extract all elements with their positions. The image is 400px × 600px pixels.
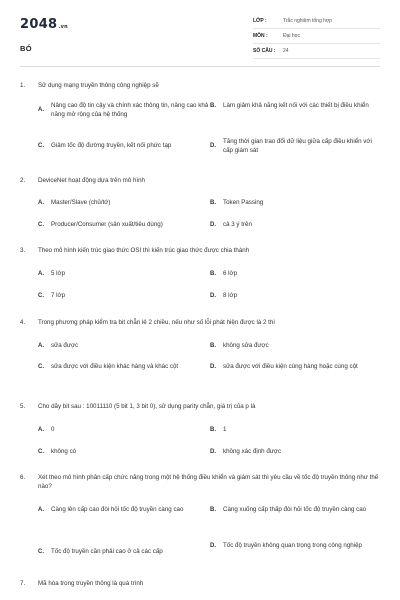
question-number: 1. (20, 82, 26, 89)
question-3 (20, 247, 380, 256)
option-1c[interactable] (38, 142, 213, 151)
option-text: Tăng thời gian trao đổi dữ liệu giữa cấp điều khiển với cấp giám sát (223, 138, 372, 154)
option-text: Tốc độ truyền cần phải cao ở cả các cấp (51, 548, 163, 555)
question-number: 5. (20, 403, 26, 410)
meta-key: MÔN : (253, 33, 268, 39)
question-body: Trong phương pháp kiểm tra bit chẵn lẻ 2 chiều, nếu như số lỗi phát hiện được là 2 thì (38, 319, 276, 326)
question-2 (20, 177, 380, 186)
option-text: Giảm tốc độ đường truyền, kết nối phức tạp (51, 142, 172, 149)
question-7 (20, 580, 380, 589)
option-text: Master/Slave (chủ/tớ) (51, 199, 111, 206)
meta-value: Trắc nghiệm tổng hợp (283, 18, 332, 24)
option-4b[interactable] (210, 342, 382, 351)
question-number: 4. (20, 319, 26, 326)
option-5d[interactable] (210, 448, 382, 457)
option-text: Càng xuống cấp thấp đòi hỏi tốc độ truyền càng cao (223, 506, 367, 513)
option-2a[interactable] (38, 199, 213, 208)
option-2d[interactable] (210, 221, 382, 230)
option-1b[interactable] (210, 102, 382, 111)
question-text (20, 319, 380, 328)
option-letter: C. (38, 143, 44, 149)
question-text (20, 247, 380, 256)
option-text: Nâng cao độ tin cậy và chính xác thông tin, nâng cao khả năng mở rộng của hệ thống (51, 102, 209, 118)
option-4c[interactable] (38, 363, 198, 372)
option-6b[interactable] (210, 506, 382, 515)
question-body: Xét theo mô hình phân cấp chức năng trong một hệ thống điều khiển và giám sát thì yêu cầu về tốc độ truyền thông như thế nào? (38, 474, 379, 490)
meta-key: SỐ CÂU : (253, 48, 276, 54)
option-letter: D. (210, 449, 216, 455)
option-text: sửa được với điều kiện khác hàng và khác cột (51, 363, 179, 370)
option-2c[interactable] (38, 221, 213, 230)
question-body: Cho dãy bit sau : 10011110 (5 bit 1, 3 bit 0), sử dụng parity chẵn, giá trị của p là (38, 403, 256, 410)
option-text: không sửa được (223, 342, 269, 349)
question-text (20, 474, 380, 491)
option-text: cả 3 ý trên (223, 221, 252, 228)
option-3c[interactable] (38, 292, 213, 301)
option-letter: A. (38, 507, 44, 513)
option-4d[interactable] (210, 363, 382, 372)
meta-row-class (253, 14, 380, 29)
option-letter: B. (210, 271, 216, 277)
logo-main: 2048 (20, 17, 58, 32)
option-text: không có (51, 448, 77, 455)
logo-tld: .vn (58, 24, 69, 30)
option-text: 1 (223, 426, 227, 433)
option-text: không xác định được (223, 448, 282, 455)
question-number: 3. (20, 247, 26, 254)
option-text: 6 lớp (223, 270, 238, 277)
option-text: 7 lớp (51, 292, 66, 299)
question-5 (20, 403, 380, 412)
option-letter: B. (210, 200, 216, 206)
option-text: Token Passing (223, 199, 264, 206)
option-letter: B. (210, 343, 216, 349)
option-text: Làm giảm khả năng kết nối với các thiết bị điều khiển (223, 102, 369, 109)
question-text (20, 580, 380, 589)
option-text: Producer/Consumer (sản xuất/tiêu dùng) (51, 221, 163, 228)
option-letter: D. (210, 543, 216, 549)
option-letter: B. (210, 427, 216, 433)
option-letter: C. (38, 364, 44, 370)
question-4 (20, 319, 380, 328)
option-6c[interactable] (38, 548, 213, 557)
option-letter: B. (210, 103, 216, 109)
option-text: 5 lớp (51, 270, 66, 277)
question-number: 6. (20, 474, 26, 481)
meta-row-subject (253, 29, 380, 44)
option-letter: B. (210, 507, 216, 513)
meta-row-question-count (253, 44, 380, 59)
option-letter: D. (210, 293, 216, 299)
option-letter: C. (38, 293, 44, 299)
option-letter: D. (210, 364, 216, 370)
option-text: 8 lớp (223, 292, 238, 299)
question-text (20, 403, 380, 412)
option-4a[interactable] (38, 342, 213, 351)
option-letter: A. (38, 271, 44, 277)
option-1a[interactable] (38, 102, 213, 119)
option-text: sửa được với điều kiện cùng hàng hoặc cùng cột (223, 363, 358, 370)
question-body: DeviceNet hoạt động dựa trên mô hình (38, 177, 145, 184)
option-3b[interactable] (210, 270, 382, 279)
option-text: Càng lên cấp cao đòi hỏi tốc độ truyền càng cao (51, 506, 184, 513)
option-3d[interactable] (210, 292, 382, 301)
option-3a[interactable] (38, 270, 213, 279)
option-letter: C. (38, 222, 44, 228)
option-letter: C. (38, 549, 44, 555)
option-letter: A. (38, 200, 44, 206)
meta-key: LỚP : (253, 18, 267, 24)
question-number: 2. (20, 177, 26, 184)
document-title: BÓ (20, 44, 32, 53)
option-5b[interactable] (210, 426, 382, 435)
option-2b[interactable] (210, 199, 382, 208)
document-header (0, 0, 400, 66)
question-body: Sử dụng mạng truyền thông công nghiệp sẽ (38, 82, 159, 89)
option-letter: A. (38, 427, 44, 433)
option-letter: A. (38, 343, 44, 349)
question-body: Mã hóa trong truyền thông là quá trình (38, 580, 144, 587)
meta-value: 24 (283, 48, 289, 54)
question-text (20, 82, 380, 91)
option-5a[interactable] (38, 426, 213, 435)
question-1 (20, 82, 380, 91)
option-1d[interactable] (210, 138, 382, 155)
option-letter: A. (38, 107, 44, 114)
option-6a[interactable] (38, 506, 203, 515)
question-body: Theo mô hình kiến trúc giao thức OSI thì kiến trúc giao thức được chia thành (38, 247, 250, 254)
option-text: sửa được (51, 342, 79, 349)
question-6 (20, 474, 380, 491)
option-text: 0 (51, 426, 55, 433)
document-meta (253, 14, 380, 59)
option-letter: D. (210, 222, 216, 228)
option-letter: C. (38, 449, 44, 455)
option-6d[interactable] (210, 542, 382, 551)
option-text: Tốc độ truyền không quan trọng trong công nghiệp (223, 542, 362, 549)
option-5c[interactable] (38, 448, 213, 457)
question-text (20, 177, 380, 186)
header-divider (20, 66, 380, 67)
question-number: 7. (20, 580, 26, 587)
option-letter: D. (210, 143, 216, 150)
meta-value: Đại học (283, 33, 300, 39)
